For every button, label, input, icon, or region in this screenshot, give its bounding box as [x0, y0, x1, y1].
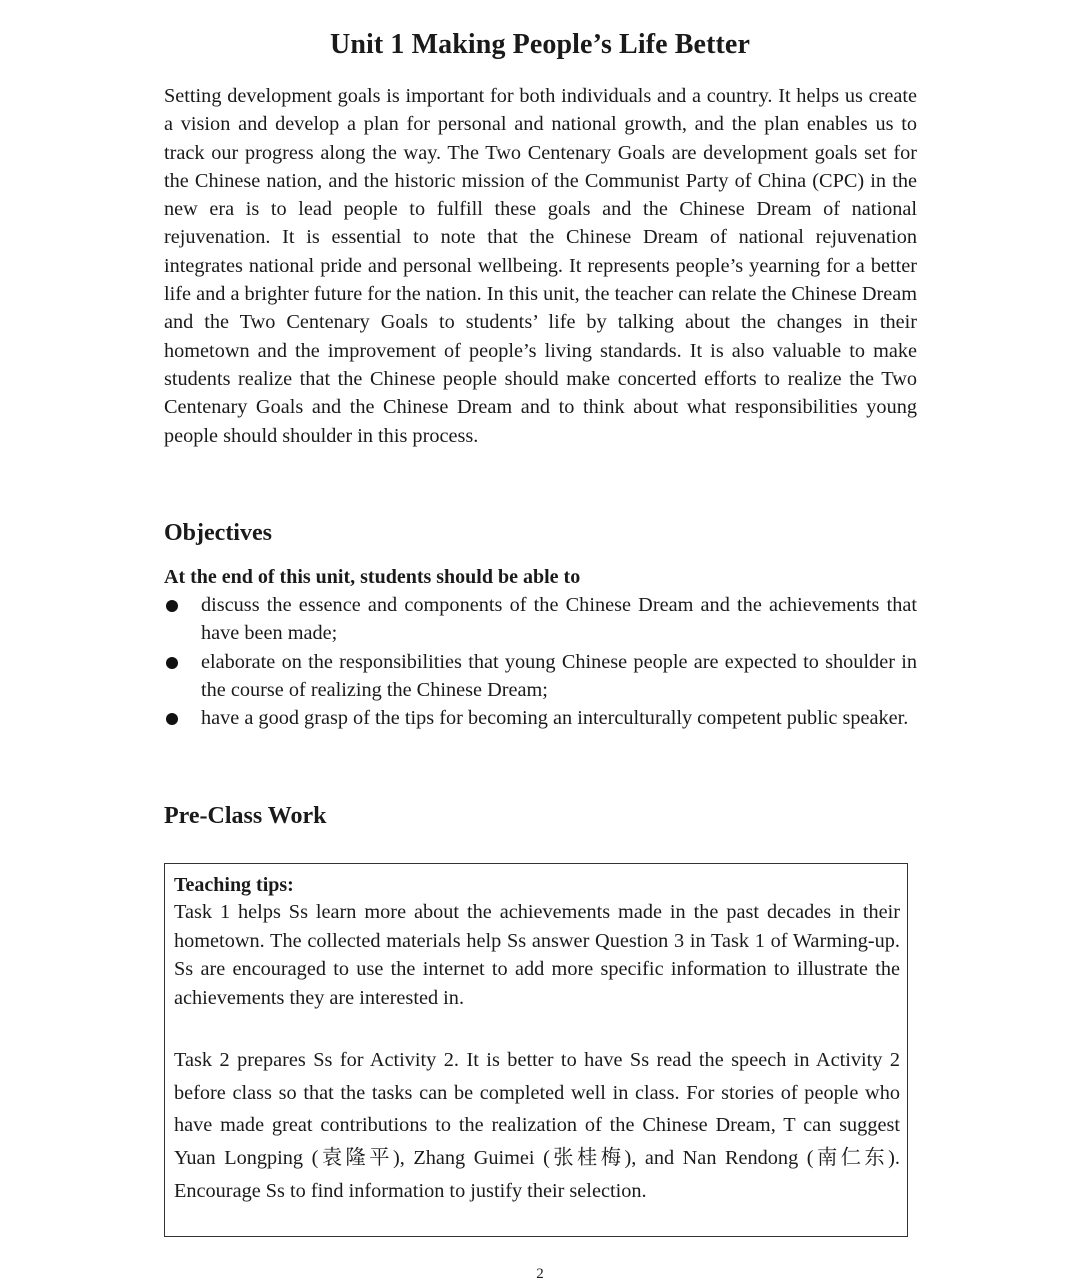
objective-item	[164, 591, 917, 648]
objective-text: discuss the essence and components of the Chinese Dream and the achievements that have been made;	[201, 594, 917, 645]
page-number: 2	[536, 1266, 544, 1282]
pre-class-work-heading: Pre-Class Work	[164, 803, 327, 829]
page-title: Unit 1 Making People’s Life Better	[330, 28, 750, 60]
objective-item	[164, 704, 917, 732]
bullet-icon	[166, 600, 178, 612]
objectives-heading: Objectives	[164, 520, 272, 546]
objectives-list	[164, 591, 917, 732]
bullet-icon	[166, 657, 178, 669]
teaching-tip-paragraph-task-1: Task 1 helps Ss learn more about the achievements made in the past decades in their hometown. The collected materials help Ss answer Question 3 in Task 1 of Warming-up. Ss are encouraged to use the internet to add more specific information to illustrate the achievements they are interested in.	[174, 901, 900, 1009]
objectives-lead: At the end of this unit, students should be able to	[164, 566, 581, 588]
teaching-tips-box	[164, 863, 908, 1237]
teaching-tip-paragraph-task-2: Task 2 prepares Ss for Activity 2. It is better to have Ss read the speech in Activity 2 before class so that the tasks can be completed well in class. For stories of people who have made great contributions to the realization of the Chinese Dream, T can suggest Yuan Longping (袁隆平), Zhang Guimei (张桂梅), and Nan Rendong (南仁东). Encourage Ss to find information to justify their selection.	[174, 1049, 900, 1202]
bullet-icon	[166, 713, 178, 725]
objective-text: have a good grasp of the tips for becoming an interculturally competent public speaker.	[201, 707, 909, 730]
teaching-tips-title: Teaching tips:	[174, 874, 294, 896]
intro-paragraph: Setting development goals is important for both individuals and a country. It helps us create a vision and develop a plan for personal and national growth, and the plan enables us to track our progress along the way. The Two Centenary Goals are development goals set for the Chinese nation, and the historic mission of the Communist Party of China (CPC) in the new era is to lead people to fulfill these goals and the Chinese Dream of national rejuvenation. It is essential to note that the Chinese Dream of national rejuvenation integrates national pride and personal wellbeing. It represents people’s yearning for a better life and a brighter future for the nation. In this unit, the teacher can relate the Chinese Dream and the Two Centenary Goals to students’ life by talking about the changes in their hometown and the improvement of people’s living standards. It is also valuable to make students realize that the Chinese people should make concerted efforts to realize the Two Centenary Goals and the Chinese Dream and to think about what responsibilities young people should shoulder in this process.	[164, 85, 917, 447]
objective-text: elaborate on the responsibilities that young Chinese people are expected to shoulder in the course of realizing the Chinese Dream;	[201, 650, 917, 701]
objective-item	[164, 648, 917, 705]
